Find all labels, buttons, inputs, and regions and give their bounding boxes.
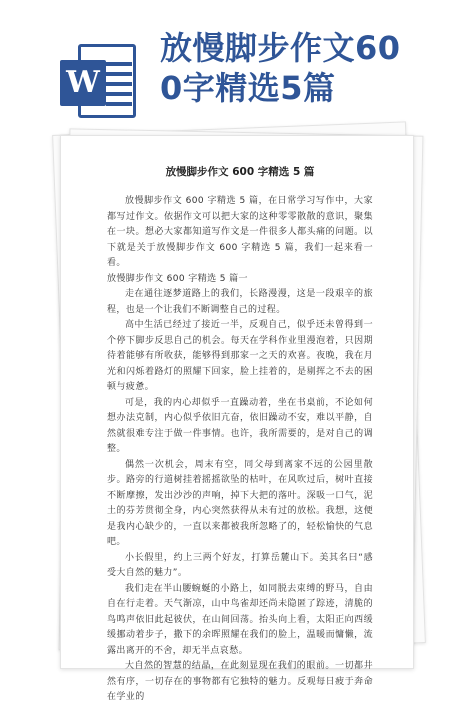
page-title: 放慢脚步作文60 0字精选5篇 (160, 29, 401, 107)
paragraph: 高中生活已经过了接近一半，反观自己，似乎还未曾得到一个停下脚步反思自己的机会。每天在学科作业里漫泡着，只因期待着能够有所收获，能够得到那家一之天的欢喜。夜晚，我在月光和闪烁着路灯的照耀下回家，脸上挂着的，是剔挥之不去的困顿与疲惫。 (107, 320, 373, 392)
document-body (107, 194, 373, 706)
paragraph: 放慢脚步作文 600 字精选 5 篇一 (107, 273, 248, 284)
document-page (60, 135, 414, 702)
paragraph: 走在通往逐梦道路上的我们，长路漫漫，这是一段艰辛的旅程，也是一个让我们不断调整自己的过程。 (107, 289, 373, 315)
word-file-icon (60, 38, 140, 122)
paragraph: 可是，我的内心却似乎一直躁动着，坐在书桌前，不论如何想办法克制，内心似乎依旧亢奋，依旧躁动不安，难以平静，自然就很难专注于做一件事情。也许，我所需要的，是对自己的调整。 (107, 397, 373, 454)
word-logo-letter: W (60, 60, 106, 106)
document-title: 放慢脚步作文 600 字精选 5 篇 (165, 166, 315, 178)
paragraph: 大自然的智慧的结晶，在此刻显现在我们的眼前。一切都井然有序，一切存在的事物都有它独特的魅力。反观每日疲于奔命在学业的 (107, 661, 373, 702)
paragraph: 我们走在半山腰蜿蜒的小路上，如同脱去束缚的野马，自由自在行走着。天气渐凉，山中鸟雀却还尚未隐匿了踪迹，清脆的鸟鸣声依旧此起彼伏，在山间回荡。抬头向上看，太阳正向西缓缓挪动着步子，撒下的余晖照耀在我们的脸上，温暖而慵懒，流露出离开的不舍，却无半点哀愁。 (107, 583, 373, 656)
paragraph: 小长假里，约上三两个好友，打算岳麓山下。美其名曰“感受大自然的魅力”。 (107, 552, 373, 578)
paragraph: 偶然一次机会，周末有空，同父母到离家不远的公园里散步。路旁的行道树挂着摇摇欲坠的枯叶，在风吹过后，树叶直接不断摩擦，发出沙沙的声响，掉下大把的落叶。深吸一口气，泥土的芬芳贯彻全身，内心突然获得从未有过的放松。我想，这便是我内心缺少的，一直以来都被我所忽略了的，轻松愉快的气息吧。 (107, 459, 373, 547)
paragraph: 放慢脚步作文 600 字精选 5 篇，在日常学习写作中，大家都写过作文。依据作文可以把大家的这种零零散散的意识，聚集在一块。想必大家都知道写作文是一件很多人都头痛的问题。以下就是关于放慢脚步作文 600 字精选 5 篇，我们一起来看一看。 (107, 196, 373, 268)
